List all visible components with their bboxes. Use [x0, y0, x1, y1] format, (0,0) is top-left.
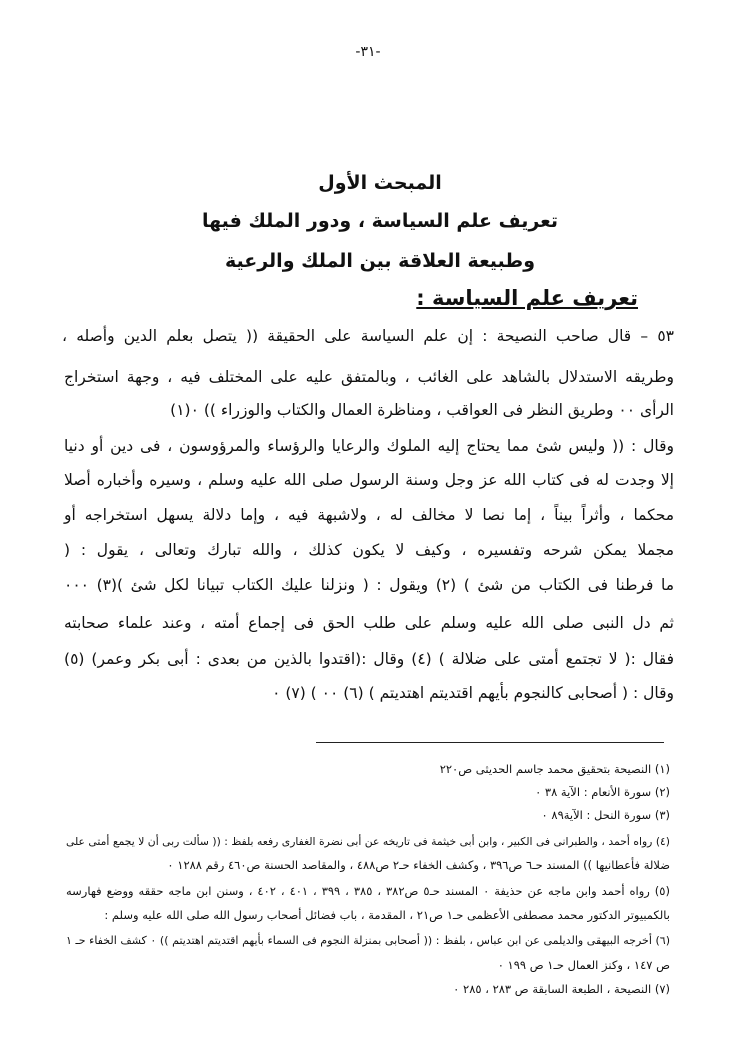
footnote: (٦) أخرجه البيهقى والديلمى عن ابن عباس ، بلفظ : (( أصحابى بمنزلة النجوم فى السماء بأيهم اقتديتم اهتديتم )) ٠ كشف الخفاء حـ ١	[66, 934, 670, 947]
body-line: محكما ، وأثراً بيناً ، إما نصا لا مخالف له ، ولاشبهة فيه ، وإما دلالة يسهل استخراجه أو	[64, 506, 674, 524]
footnote: (٥) رواه أحمد وابن ماجه عن حذيفة ٠ المسند حـ٥ ص٣٨٢ ، ٣٨٥ ، ٣٩٩ ، ٤٠١ ، ٤٠٢ ، وسنن ابن ماجه حققه ووضع فهارسه	[66, 884, 670, 898]
page-number: -٣١-	[355, 44, 381, 60]
footnote: (٤) رواه أحمد ، والطبرانى فى الكبير ، وابن أبى خيثمة فى تاريخه عن أبى نضرة الغفارى رفعه بلفظ : (( سألت ربى أن لا يجمع أمتى على	[66, 835, 670, 848]
section-title: تعريف علم السياسة :	[416, 286, 638, 310]
footnote: (٢) سورة الأنعام : الآية ٣٨ ٠	[535, 785, 670, 799]
chapter-subheading-2: وطبيعة العلاقة بين الملك والرعية	[224, 250, 536, 272]
body-line: ٥٣ – قال صاحب النصيحة : إن علم السياسة على الحقيقة (( يتصل بعلم الدين وأصله ،	[62, 327, 674, 345]
chapter-subheading: تعريف علم السياسة ، ودور الملك فيها	[201, 210, 559, 232]
body-line: ثم دل النبى صلى الله عليه وسلم على طلب الحق فى إجماع أمته ، وعند علماء صحابته	[64, 614, 674, 632]
body-line: إلا وجدت له فى كتاب الله عز وجل وسنة الرسول صلى الله عليه وسلم ، وسيره وأخباره أصلا	[64, 471, 674, 489]
body-line: وطريقه الاستدلال بالشاهد على الغائب ، وبالمتفق عليه على المختلف فيه ، وجهة استخراج	[64, 368, 674, 386]
body-line: الرأى ٠٠ وطريق النظر فى العواقب ، ومناظرة العمال والكتاب والوزراء )) ٠(١)	[170, 401, 674, 419]
footnote: (٧) النصيحة ، الطبعة السابقة ص ٢٨٣ ، ٢٨٥ ٠	[453, 982, 670, 996]
footnote: (١) النصيحة بتحقيق محمد جاسم الحديثى ص٢٢٠	[439, 762, 670, 776]
footnote-continuation: بالكمبيوتر الدكتور محمد مصطفى الأعظمى حـ١ ص٢١ ، المقدمة ، باب فضائل أصحاب رسول الله صلى الله عليه وسلم :	[104, 908, 670, 922]
footnote-continuation: ضلالة فأعطانيها )) المسند حـ٦ ص٣٩٦ ، وكشف الخفاء حـ٢ ص٤٨٨ ، والمقاصد الحسنة ص٤٦٠ رقم ١٢٨٨ ٠	[167, 858, 670, 872]
body-line: ما فرطنا فى الكتاب من شئ ) (٢) ويقول : ( ونزلنا عليك الكتاب تبيانا لكل شئ )(٣) ٠٠٠	[64, 576, 674, 594]
footnote-divider	[316, 742, 664, 743]
body-line: وقال : (( وليس شئ مما يحتاج إليه الملوك والرعايا والرؤساء والمرؤوسون ، فى دين أو دنيا	[64, 437, 674, 455]
chapter-heading: المبحث الأول	[318, 172, 442, 194]
body-line: وقال : ( أصحابى كالنجوم بأيهم اقتديتم اهتديتم ) (٦) ٠٠ ) (٧) ٠	[272, 684, 674, 702]
footnote: (٣) سورة النحل : الآية٨٩ ٠	[541, 808, 670, 822]
body-line: فقال :( لا تجتمع أمتى على ضلالة ) (٤) وقال :(اقتدوا بالذين من بعدى : أبى بكر وعمر) (٥)	[64, 650, 674, 668]
footnote-continuation: ص ١٤٧ ، وكنز العمال حـ١ ص ١٩٩ ٠	[497, 958, 670, 972]
body-line: مجملا يمكن شرحه وتفسيره ، وكيف لا يكون كذلك ، والله تبارك وتعالى ، يقول : (	[64, 541, 674, 559]
